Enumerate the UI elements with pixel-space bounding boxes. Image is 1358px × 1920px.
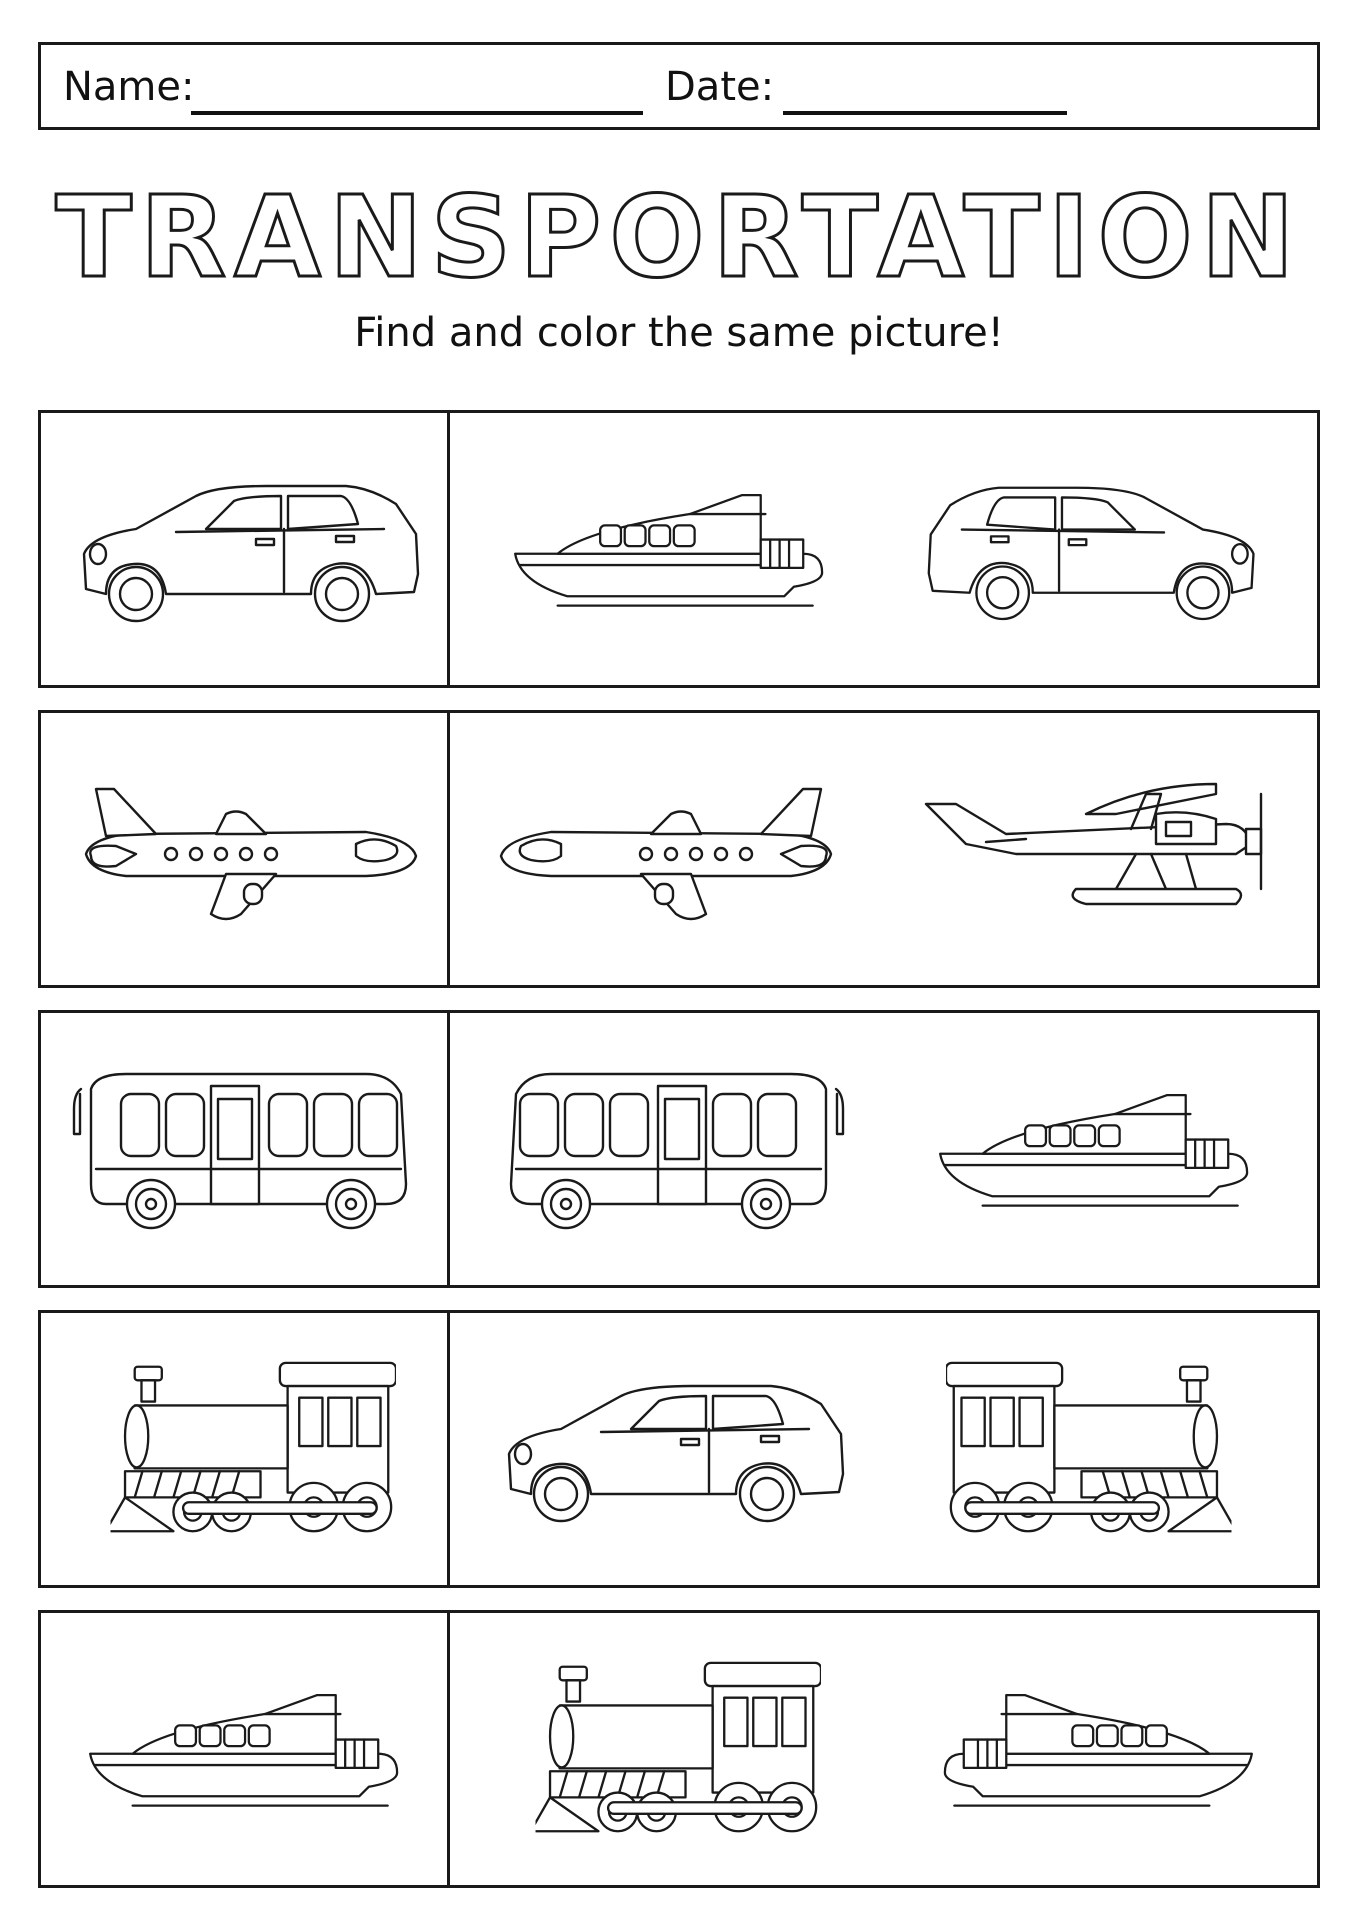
boat-icon bbox=[76, 1674, 416, 1824]
row-divider bbox=[447, 1613, 450, 1885]
option-picture-boat[interactable] bbox=[886, 1613, 1306, 1885]
row-divider bbox=[447, 713, 450, 985]
car-icon bbox=[491, 1374, 851, 1524]
option-picture-train[interactable] bbox=[461, 1613, 881, 1885]
airplane-icon bbox=[491, 774, 851, 924]
match-row-3 bbox=[38, 1010, 1320, 1288]
target-picture-train[interactable] bbox=[51, 1313, 441, 1585]
target-picture-plane[interactable] bbox=[51, 713, 441, 985]
option-picture-seaplane[interactable] bbox=[886, 713, 1306, 985]
train-icon bbox=[521, 1654, 821, 1844]
match-row-1 bbox=[38, 410, 1320, 688]
airplane-icon bbox=[66, 774, 426, 924]
option-picture-car[interactable] bbox=[461, 1313, 881, 1585]
car-icon bbox=[921, 474, 1271, 624]
name-date-header bbox=[38, 42, 1320, 130]
option-picture-plane[interactable] bbox=[461, 713, 881, 985]
target-picture-boat[interactable] bbox=[51, 1613, 441, 1885]
match-row-2 bbox=[38, 710, 1320, 988]
train-icon bbox=[946, 1354, 1246, 1544]
option-picture-boat[interactable] bbox=[886, 1013, 1306, 1285]
seaplane-icon bbox=[911, 774, 1281, 924]
worksheet-title: TRANSPORTATION bbox=[55, 173, 1303, 303]
option-picture-bus[interactable] bbox=[461, 1013, 881, 1285]
boat-icon bbox=[926, 1674, 1266, 1824]
bus-icon bbox=[491, 1064, 851, 1234]
boat-icon bbox=[501, 474, 841, 624]
bus-icon bbox=[66, 1064, 426, 1234]
boat-icon bbox=[926, 1074, 1266, 1224]
row-divider bbox=[447, 413, 450, 685]
row-divider bbox=[447, 1013, 450, 1285]
option-picture-car[interactable] bbox=[886, 413, 1306, 685]
option-picture-boat[interactable] bbox=[461, 413, 881, 685]
car-icon bbox=[66, 474, 426, 624]
target-picture-bus[interactable] bbox=[51, 1013, 441, 1285]
worksheet-instructions: Find and color the same picture! bbox=[354, 310, 1004, 356]
target-picture-car[interactable] bbox=[51, 413, 441, 685]
name-field-line[interactable] bbox=[191, 111, 643, 115]
match-row-4 bbox=[38, 1310, 1320, 1588]
name-label: Name: bbox=[63, 64, 195, 110]
train-icon bbox=[96, 1354, 396, 1544]
match-row-5 bbox=[38, 1610, 1320, 1888]
row-divider bbox=[447, 1313, 450, 1585]
option-picture-train[interactable] bbox=[886, 1313, 1306, 1585]
date-label: Date: bbox=[665, 64, 775, 110]
date-field-line[interactable] bbox=[783, 111, 1067, 115]
